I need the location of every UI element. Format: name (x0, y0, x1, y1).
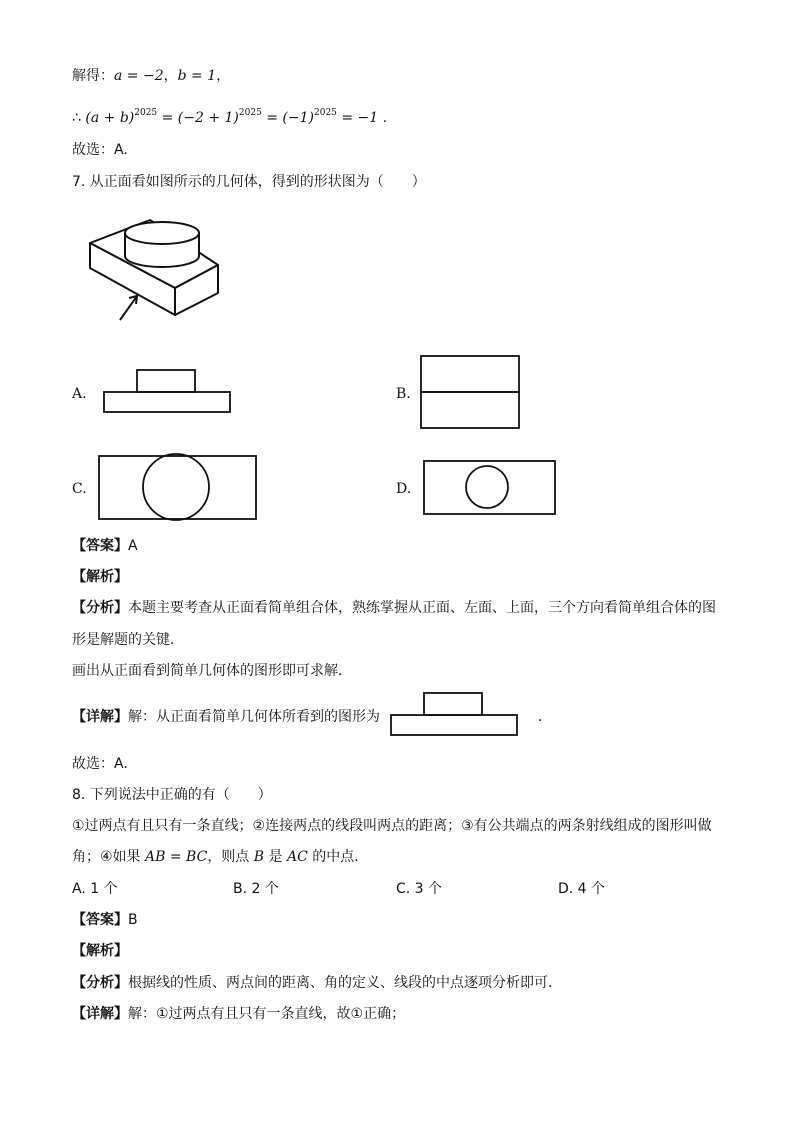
exponent-1: 2025 (134, 108, 158, 118)
q7-fenxi-line2: 形是解题的关键． (72, 632, 184, 648)
q8-choice-d[interactable]: D. 4 个 (558, 881, 606, 897)
q8-choice-b[interactable]: B. 2 个 (233, 881, 279, 897)
q8-statement-line2 (72, 847, 368, 867)
option-d-figure[interactable] (422, 459, 558, 517)
line2-part-b: ，则点 (207, 849, 254, 865)
answer-value: A (128, 538, 138, 554)
separator: ， (163, 68, 178, 84)
prev-choose-line: 故选：A. (72, 142, 128, 158)
separator-end: ， (216, 68, 231, 84)
q8-analysis-tag: 【解析】 (72, 943, 128, 959)
q7-detail-figure (389, 691, 519, 737)
option-c-label[interactable]: C. (72, 481, 87, 497)
expr-mid2: = (−1) (261, 110, 314, 126)
expr-left: (a + b) (85, 110, 135, 126)
line2-part-d: 的中点． (307, 849, 369, 865)
math-ac: AC (286, 849, 308, 865)
detail-tag: 【详解】 (72, 709, 128, 725)
q7-detail-end: ． (538, 709, 552, 725)
option-a-figure[interactable] (102, 368, 232, 414)
q8-choice-c[interactable]: C. 3 个 (396, 881, 443, 897)
therefore-symbol: ∴ (72, 110, 81, 126)
exponent-3: 2025 (314, 108, 337, 118)
line2-part-a: 角；④如果 (72, 849, 146, 865)
q8-stem: 8. 下列说法中正确的有（ ） (72, 787, 272, 803)
q7-fenxi-line3: 画出从正面看到简单几何体的图形即可求解． (72, 663, 352, 679)
q7-answer-line (72, 536, 138, 556)
option-c-figure[interactable] (97, 454, 259, 522)
expr-end: = −1 . (336, 110, 388, 126)
q7-analysis-tag: 【解析】 (72, 569, 128, 585)
detail-tag: 【详解】 (72, 1006, 128, 1022)
option-d-label[interactable]: D. (396, 481, 412, 497)
q8-detail-line (72, 1004, 405, 1024)
q7-detail-line (72, 707, 380, 727)
fenxi-tag: 【分析】 (72, 975, 128, 991)
detail-text: 解：从正面看简单几何体所看到的图形为 (128, 709, 380, 725)
power-expression (85, 110, 387, 126)
a-equation: a = −2 (114, 68, 164, 84)
expr-mid: = (−2 + 1) (157, 110, 239, 126)
solve-line (72, 66, 230, 86)
q7-solid-figure (80, 208, 230, 323)
answer-value: B (128, 912, 138, 928)
option-a-label[interactable]: A. (72, 386, 87, 402)
answer-tag: 【答案】 (72, 912, 128, 928)
solve-prefix: 解得： (72, 68, 114, 84)
b-equation: b = 1 (177, 68, 217, 84)
math-ab-bc: AB = BC (145, 849, 208, 865)
line2-part-c: 是 (264, 849, 287, 865)
fenxi-text-1: 本题主要考查从正面看简单组合体，熟练掌握从正面、左面、上面，三个方向看简单组合体的图 (128, 600, 716, 616)
option-b-label[interactable]: B. (396, 386, 411, 402)
exponent-2: 2025 (238, 108, 262, 118)
q8-answer-line (72, 910, 138, 930)
q7-fenxi-line1 (72, 598, 716, 618)
q8-fenxi-line (72, 973, 562, 993)
fenxi-text: 根据线的性质、两点间的距离、角的定义、线段的中点逐项分析即可． (128, 975, 562, 991)
q7-stem: 7. 从正面看如图所示的几何体，得到的形状图为（ ） (72, 174, 426, 190)
answer-tag: 【答案】 (72, 538, 128, 554)
math-b: B (253, 849, 265, 865)
detail-text: 解：①过两点有且只有一条直线，故①正确； (128, 1006, 406, 1022)
fenxi-tag: 【分析】 (72, 600, 128, 616)
option-b-figure[interactable] (419, 354, 521, 430)
therefore-line (72, 103, 387, 128)
q7-choose-line: 故选：A. (72, 756, 128, 772)
q8-choice-a[interactable]: A. 1 个 (72, 881, 118, 897)
q8-statement-line1: ①过两点有且只有一条直线；②连接两点的线段叫两点的距离；③有公共端点的两条射线组成的图形叫做 (72, 818, 712, 834)
